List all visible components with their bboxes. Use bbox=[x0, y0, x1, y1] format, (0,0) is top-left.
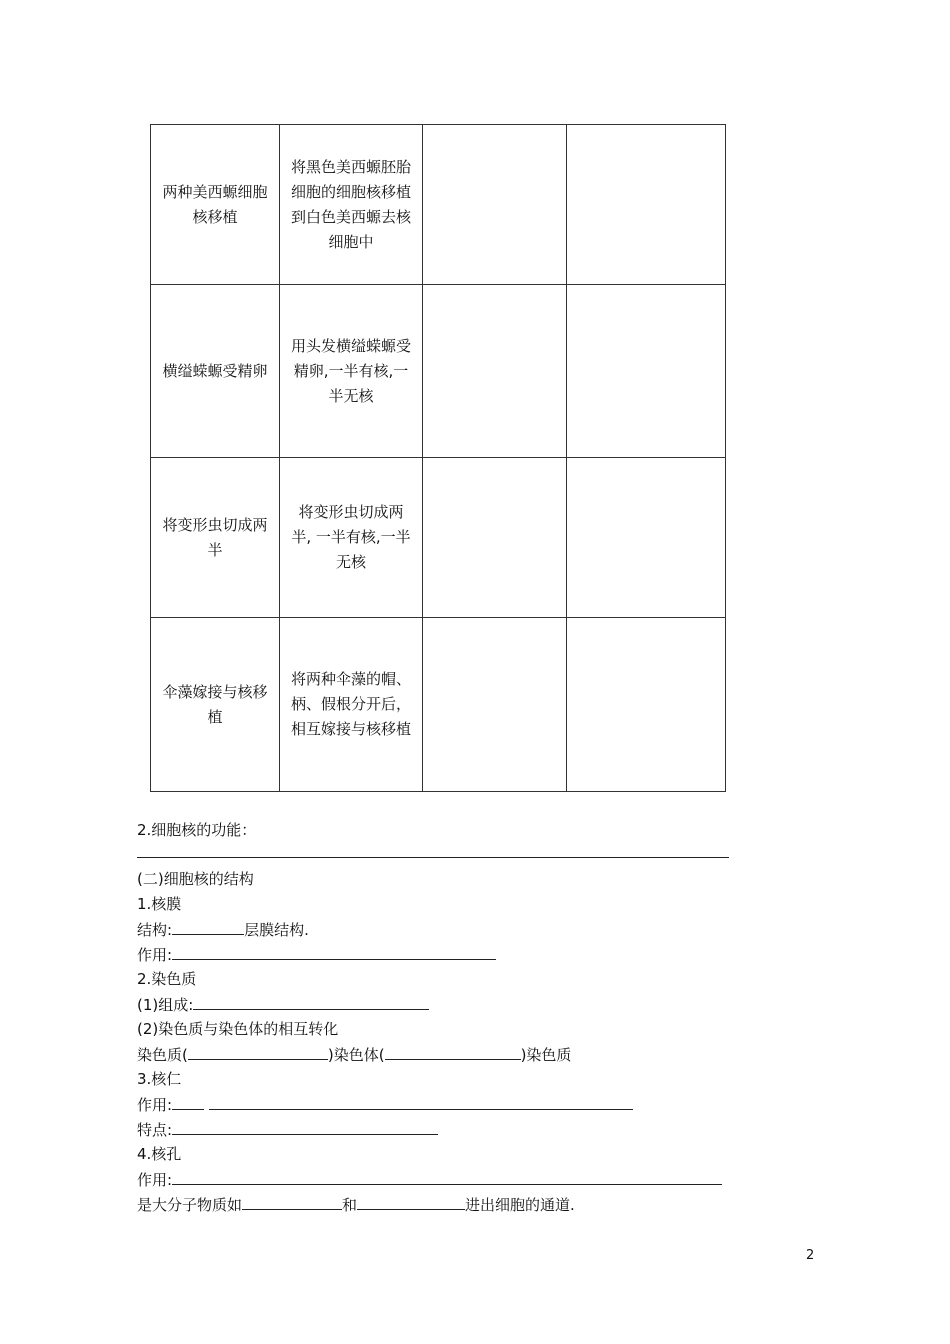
table-row bbox=[151, 618, 726, 792]
pore-text-b: 和 bbox=[342, 1196, 358, 1214]
pore-role-label: 作用: bbox=[137, 1171, 173, 1189]
empty-cell bbox=[567, 125, 726, 285]
membrane-role-blank bbox=[172, 942, 496, 960]
conversion-blank-2 bbox=[385, 1042, 521, 1060]
table-row bbox=[151, 125, 726, 285]
conversion-heading: (2)染色质与染色体的相互转化 bbox=[137, 1020, 339, 1038]
function-heading: 2.细胞核的功能： bbox=[137, 821, 257, 839]
nucleolus-heading: 3.核仁 bbox=[137, 1070, 182, 1088]
experiment-method-cell: 用头发横缢蝾螈受精卵,一半有核,一半无核 bbox=[280, 285, 423, 458]
composition-blank bbox=[193, 992, 429, 1010]
composition-label: (1)组成: bbox=[137, 996, 194, 1014]
feature-blank bbox=[172, 1117, 438, 1135]
empty-cell bbox=[567, 285, 726, 458]
structure-heading: (二)细胞核的结构 bbox=[137, 870, 254, 888]
conversion-text-c: )染色质 bbox=[520, 1046, 572, 1064]
empty-cell bbox=[567, 458, 726, 618]
pore-blank-2 bbox=[357, 1192, 465, 1210]
pore-blank-1 bbox=[242, 1192, 342, 1210]
pore-channel-line bbox=[137, 1192, 575, 1218]
nucleolus-role-blank-1 bbox=[172, 1092, 204, 1110]
feature-label: 特点: bbox=[137, 1121, 173, 1139]
table-row bbox=[151, 458, 726, 618]
membrane-role-line bbox=[137, 942, 496, 968]
nucleolus-role-label: 作用: bbox=[137, 1096, 173, 1114]
experiment-name-cell: 两种美西螈细胞核移植 bbox=[151, 125, 280, 285]
empty-cell bbox=[423, 458, 567, 618]
answer-line bbox=[137, 857, 729, 858]
conversion-text-b: )染色体( bbox=[327, 1046, 385, 1064]
empty-cell bbox=[567, 618, 726, 792]
pore-role-line bbox=[137, 1167, 722, 1193]
chromatin-heading: 2.染色质 bbox=[137, 970, 197, 988]
pore-text-c: 进出细胞的通道. bbox=[465, 1196, 575, 1214]
feature-line bbox=[137, 1117, 438, 1143]
membrane-structure-line bbox=[137, 917, 309, 943]
experiment-name-cell: 将变形虫切成两半 bbox=[151, 458, 280, 618]
conversion-blank-1 bbox=[188, 1042, 328, 1060]
page-number: 2 bbox=[806, 1248, 815, 1263]
membrane-structure-label: 结构: bbox=[137, 921, 173, 939]
composition-line bbox=[137, 992, 429, 1018]
experiment-table bbox=[150, 124, 726, 792]
pore-role-blank bbox=[172, 1167, 722, 1185]
membrane-heading: 1.核膜 bbox=[137, 895, 182, 913]
membrane-layers-blank bbox=[172, 917, 244, 935]
experiment-name-cell: 横缢蝾螈受精卵 bbox=[151, 285, 280, 458]
membrane-role-label: 作用: bbox=[137, 946, 173, 964]
pore-heading: 4.核孔 bbox=[137, 1145, 182, 1163]
experiment-method-cell: 将变形虫切成两半, 一半有核,一半无核 bbox=[280, 458, 423, 618]
table-row bbox=[151, 285, 726, 458]
experiment-name-cell: 伞藻嫁接与核移植 bbox=[151, 618, 280, 792]
pore-text-a: 是大分子物质如 bbox=[137, 1196, 243, 1214]
experiment-method-cell: 将两种伞藻的帽、柄、假根分开后，相互嫁接与核移植 bbox=[280, 618, 423, 792]
conversion-line bbox=[137, 1042, 571, 1068]
conversion-text-a: 染色质( bbox=[137, 1046, 188, 1064]
empty-cell bbox=[423, 618, 567, 792]
empty-cell bbox=[423, 125, 567, 285]
nucleolus-role-blank-2 bbox=[209, 1092, 633, 1110]
experiment-method-cell: 将黑色美西螈胚胎细胞的细胞核移植到白色美西螈去核细胞中 bbox=[280, 125, 423, 285]
membrane-structure-suffix: 层膜结构. bbox=[244, 921, 309, 939]
nucleolus-role-line bbox=[137, 1092, 633, 1118]
empty-cell bbox=[423, 285, 567, 458]
